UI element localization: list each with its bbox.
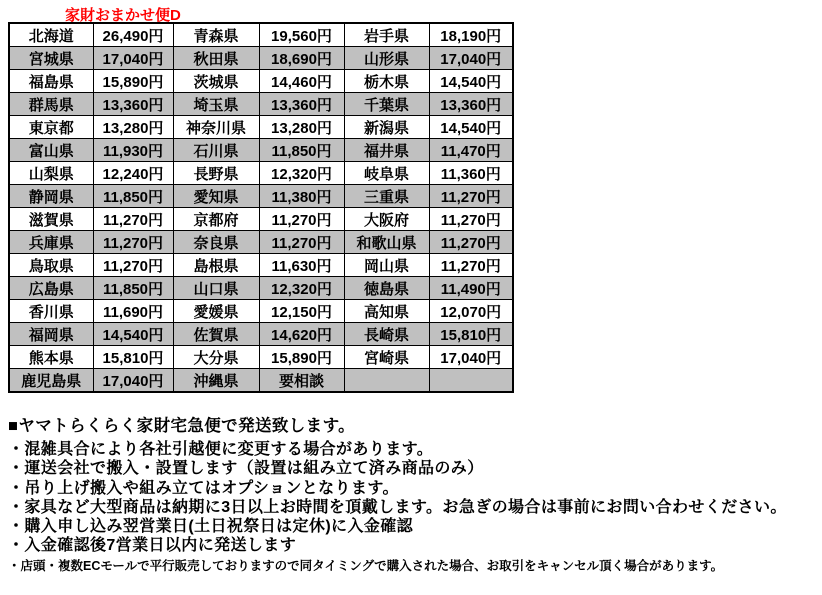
prefecture-cell: 愛知県 [173, 185, 259, 208]
table-row [9, 369, 513, 393]
prefecture-cell: 富山県 [9, 139, 93, 162]
prefecture-cell: 福井県 [344, 139, 429, 162]
prefecture-cell: 香川県 [9, 300, 93, 323]
price-cell: 17,040円 [93, 47, 173, 70]
prefecture-cell: 埼玉県 [173, 93, 259, 116]
price-cell: 15,890円 [259, 346, 344, 369]
price-cell: 14,540円 [429, 116, 513, 139]
prefecture-cell: 東京都 [9, 116, 93, 139]
prefecture-cell: 佐賀県 [173, 323, 259, 346]
note-line: ・購入申し込み翌営業日(土日祝祭日は定休)に入金確認 [8, 518, 414, 536]
cancellation-footnote: ・店頭・複数ECモールで平行販売しておりますので同タイミングで購入された場合、お取引をキャンセル頂く場合があります。 [8, 559, 724, 573]
table-row [9, 139, 513, 162]
price-cell: 11,470円 [429, 139, 513, 162]
prefecture-cell: 山口県 [173, 277, 259, 300]
prefecture-cell: 福島県 [9, 70, 93, 93]
prefecture-cell: 福岡県 [9, 323, 93, 346]
prefecture-cell: 群馬県 [9, 93, 93, 116]
notes-list [8, 440, 787, 556]
table-row [9, 346, 513, 369]
price-cell: 要相談 [259, 369, 344, 393]
prefecture-cell: 熊本県 [9, 346, 93, 369]
table-row [9, 23, 513, 47]
prefecture-cell: 岡山県 [344, 254, 429, 277]
price-cell: 11,360円 [429, 162, 513, 185]
price-cell: 18,690円 [259, 47, 344, 70]
prefecture-cell: 石川県 [173, 139, 259, 162]
prefecture-cell: 鳥取県 [9, 254, 93, 277]
price-cell: 11,490円 [429, 277, 513, 300]
prefecture-cell: 岐阜県 [344, 162, 429, 185]
prefecture-cell: 茨城県 [173, 70, 259, 93]
table-row [9, 47, 513, 70]
price-cell: 11,270円 [93, 254, 173, 277]
price-cell: 14,540円 [93, 323, 173, 346]
price-cell [429, 369, 513, 393]
prefecture-cell: 高知県 [344, 300, 429, 323]
prefecture-cell: 沖縄県 [173, 369, 259, 393]
price-cell: 15,810円 [93, 346, 173, 369]
price-cell: 12,320円 [259, 162, 344, 185]
prefecture-cell: 和歌山県 [344, 231, 429, 254]
price-cell: 11,850円 [93, 185, 173, 208]
price-cell: 26,490円 [93, 23, 173, 47]
note-line: ・運送会社で搬入・設置します（設置は組み立て済み商品のみ） [8, 460, 484, 478]
prefecture-cell: 長崎県 [344, 323, 429, 346]
prefecture-cell: 山形県 [344, 47, 429, 70]
prefecture-cell: 新潟県 [344, 116, 429, 139]
price-cell: 17,040円 [93, 369, 173, 393]
price-cell: 11,270円 [429, 185, 513, 208]
price-cell: 11,270円 [259, 231, 344, 254]
note-line: ・混雑具合により各社引越便に変更する場合があります。 [8, 441, 434, 458]
note-line: ・家具など大型商品は納期に3日以上お時間を頂戴します。お急ぎの場合は事前にお問い合わせください。 [8, 498, 787, 516]
prefecture-cell: 神奈川県 [173, 116, 259, 139]
shipping-plan-title: 家財おまかせ便D [65, 7, 181, 24]
price-cell: 13,280円 [259, 116, 344, 139]
price-cell: 11,270円 [93, 231, 173, 254]
price-cell: 11,270円 [429, 231, 513, 254]
prefecture-cell: 千葉県 [344, 93, 429, 116]
prefecture-cell: 兵庫県 [9, 231, 93, 254]
note-line: ・吊り上げ搬入や組み立てはオプションとなります。 [8, 479, 399, 497]
price-cell: 12,320円 [259, 277, 344, 300]
prefecture-cell: 滋賀県 [9, 208, 93, 231]
prefecture-cell: 大阪府 [344, 208, 429, 231]
price-cell: 11,850円 [259, 139, 344, 162]
prefecture-cell: 北海道 [9, 23, 93, 47]
price-cell: 11,630円 [259, 254, 344, 277]
price-cell: 13,280円 [93, 116, 173, 139]
price-table-body [9, 23, 513, 392]
price-cell: 13,360円 [429, 93, 513, 116]
prefecture-cell: 鹿児島県 [9, 369, 93, 393]
price-cell: 11,850円 [93, 277, 173, 300]
price-cell: 11,380円 [259, 185, 344, 208]
price-cell: 12,240円 [93, 162, 173, 185]
prefecture-cell: 栃木県 [344, 70, 429, 93]
prefecture-cell: 宮崎県 [344, 346, 429, 369]
price-cell: 14,620円 [259, 323, 344, 346]
prefecture-cell: 三重県 [344, 185, 429, 208]
price-cell: 11,270円 [259, 208, 344, 231]
prefecture-cell: 広島県 [9, 277, 93, 300]
price-cell: 15,810円 [429, 323, 513, 346]
price-cell: 13,360円 [259, 93, 344, 116]
price-cell: 17,040円 [429, 47, 513, 70]
price-cell: 11,270円 [429, 208, 513, 231]
price-cell: 12,150円 [259, 300, 344, 323]
table-row [9, 162, 513, 185]
price-cell: 12,070円 [429, 300, 513, 323]
prefecture-cell: 長野県 [173, 162, 259, 185]
prefecture-cell: 山梨県 [9, 162, 93, 185]
price-cell: 14,540円 [429, 70, 513, 93]
table-row [9, 116, 513, 139]
prefecture-cell: 奈良県 [173, 231, 259, 254]
prefecture-cell [344, 369, 429, 393]
table-row [9, 300, 513, 323]
table-row [9, 70, 513, 93]
price-cell: 11,270円 [93, 208, 173, 231]
price-cell: 18,190円 [429, 23, 513, 47]
price-cell: 17,040円 [429, 346, 513, 369]
table-row [9, 323, 513, 346]
note-line: ・入金確認後7営業日以内に発送します [8, 537, 297, 555]
price-cell: 15,890円 [93, 70, 173, 93]
table-row [9, 277, 513, 300]
table-row [9, 185, 513, 208]
prefecture-cell: 愛媛県 [173, 300, 259, 323]
prefecture-cell: 島根県 [173, 254, 259, 277]
price-cell: 19,560円 [259, 23, 344, 47]
price-cell: 11,270円 [429, 254, 513, 277]
table-row [9, 231, 513, 254]
price-cell: 11,930円 [93, 139, 173, 162]
prefecture-cell: 秋田県 [173, 47, 259, 70]
price-cell: 11,690円 [93, 300, 173, 323]
table-row [9, 93, 513, 116]
table-row [9, 254, 513, 277]
prefecture-cell: 岩手県 [344, 23, 429, 47]
prefecture-cell: 徳島県 [344, 277, 429, 300]
price-cell: 13,360円 [93, 93, 173, 116]
prefecture-price-table [8, 22, 514, 393]
prefecture-cell: 青森県 [173, 23, 259, 47]
prefecture-cell: 大分県 [173, 346, 259, 369]
price-cell: 14,460円 [259, 70, 344, 93]
prefecture-cell: 京都府 [173, 208, 259, 231]
prefecture-cell: 宮城県 [9, 47, 93, 70]
shipping-notes-heading: ■ヤマトらくらく家財宅急便で発送致します。 [8, 417, 356, 435]
table-row [9, 208, 513, 231]
prefecture-cell: 静岡県 [9, 185, 93, 208]
